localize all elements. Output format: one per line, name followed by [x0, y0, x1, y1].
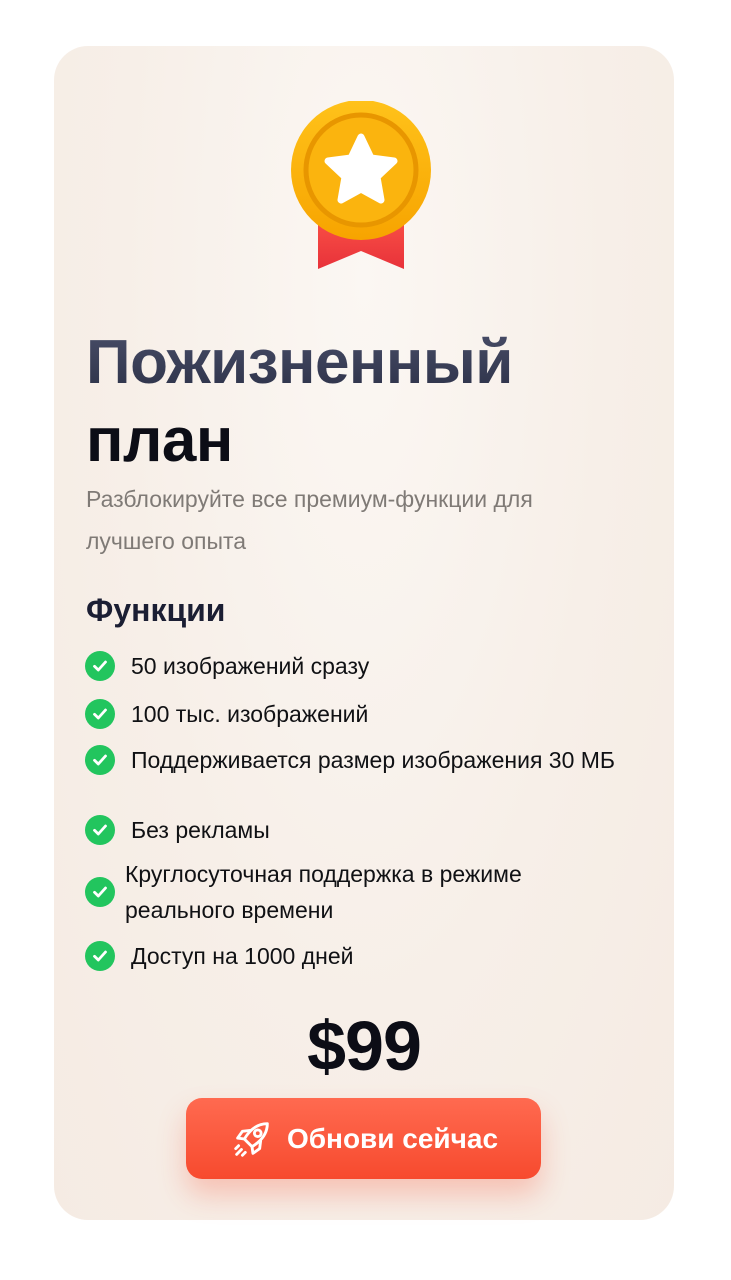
feature-item — [85, 856, 585, 928]
check-circle-icon — [85, 699, 115, 729]
feature-text: 50 изображений сразу — [131, 653, 370, 679]
plan-subtitle: Разблокируйте все премиум-функции для лучшего опыта — [86, 486, 533, 554]
check-circle-icon — [85, 877, 115, 907]
feature-text: 100 тыс. изображений — [131, 701, 369, 727]
feature-item — [85, 648, 631, 684]
feature-text: Без рекламы — [131, 817, 270, 843]
plan-title-line1: Пожизненный — [86, 324, 513, 402]
medal-star-icon — [288, 101, 434, 271]
feature-item — [85, 742, 631, 778]
feature-item — [85, 938, 631, 974]
upgrade-now-button[interactable] — [186, 1098, 541, 1179]
check-circle-icon — [85, 745, 115, 775]
plan-price: $99 — [307, 1007, 421, 1085]
rocket-icon — [229, 1116, 275, 1162]
check-circle-icon — [85, 815, 115, 845]
feature-item — [85, 812, 631, 848]
check-circle-icon — [85, 941, 115, 971]
feature-text: Поддерживается размер изображения 30 МБ — [131, 747, 616, 773]
feature-text: Круглосуточная поддержка в режиме реального времени — [125, 861, 522, 923]
upgrade-now-label: Обнови сейчас — [286, 1122, 499, 1154]
features-heading: Функции — [86, 592, 226, 628]
plan-title-line2: план — [86, 406, 233, 475]
feature-text: Доступ на 1000 дней — [131, 943, 354, 969]
check-circle-icon — [85, 651, 115, 681]
pricing-card — [54, 46, 674, 1220]
feature-item — [85, 696, 631, 732]
plan-title — [86, 324, 513, 480]
